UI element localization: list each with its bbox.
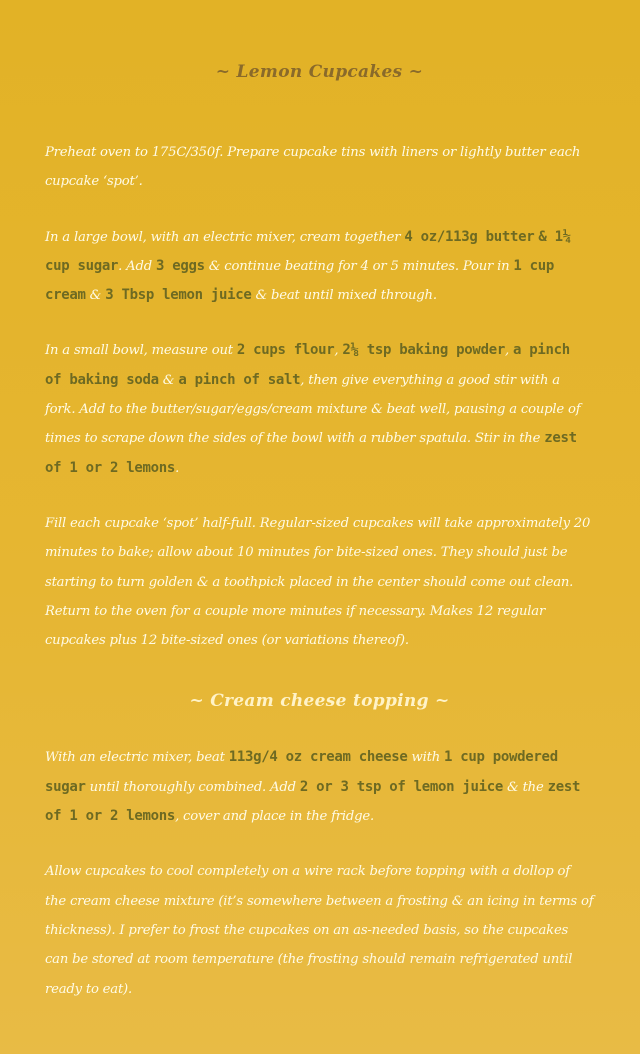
instruction-paragraph [45,336,594,482]
ingredient-quantity: 2 or 3 tsp of lemon juice [299,778,504,795]
ingredient-quantity: a pinch of salt [178,371,301,388]
instruction-text: , [334,343,343,359]
recipe-title: ~ Lemon Cupcakes ~ [215,62,424,82]
ingredient-quantity: & 1¼ cup sugar [45,228,571,274]
topping-instructions [45,743,594,1003]
ingredient-quantity: 1 cup cream [45,257,555,304]
instruction-text: In a large bowl, with an electric mixer, cream together [45,229,405,245]
ingredient-quantity: 2 cups flour [236,342,335,359]
instruction-text: , then give everything a good stir with a fork. Add to the butter/sugar/eggs/cream mixture & beat well, pausing a couple of times to scrape down the sides of the bowl with a rubber spatula. Stir in the [45,372,581,447]
ingredient-quantity: 4 oz/113g butter [404,228,535,245]
ingredient-quantity: zest of 1 or 2 lemons [45,430,577,476]
instruction-text: with [407,750,445,766]
instruction-text: & continue beating for 4 or 5 minutes. Pour in [204,258,514,274]
ingredient-quantity: 3 eggs [155,257,205,274]
instruction-text: In a small bowl, measure out [45,343,237,359]
recipe-instructions [45,138,594,655]
instruction-text: . Add [118,258,156,274]
instruction-paragraph [45,138,594,197]
instruction-text: Preheat oven to 175C/350f. Prepare cupcake tins with liners or lightly butter each cupcake ‘spot’. [45,145,581,190]
ingredient-quantity: 3 Tbsp lemon juice [105,287,252,304]
ingredient-quantity: 1 cup powdered sugar [45,749,558,795]
ingredient-quantity: a pinch of baking soda [45,342,570,388]
instruction-text: & [85,288,106,304]
instruction-text: . [175,460,180,476]
topping-title: ~ Cream cheese topping ~ [189,691,450,712]
instruction-text: Fill each cupcake ‘spot’ half-full. Regular-sized cupcakes will take approximately 20 minutes to bake; allow about 10 minutes for bite-sized ones. They should just be starting to turn golden & a toothpick placed in the center should come out clean. Return to the oven for a couple more minutes if necessary. Makes 12 regular cupcakes plus 12 bite-sized ones (or variations thereof). [45,515,591,649]
instruction-text: & beat until mixed through. [251,288,437,304]
instruction-paragraph [45,857,594,1003]
instruction-text: & the [503,779,548,795]
instruction-text: until thoroughly combined. Add [85,779,300,795]
instruction-paragraph [45,743,594,831]
instruction-text: Allow cupcakes to cool completely on a wire rack before topping with a dollop of the cream cheese mixture (it’s somewhere between a frosting & an icing in terms of thickness). I prefer to frost the cupcakes on an as-needed basis, so the cupcakes can be stored at room temperature (the frosting should remain refrigerated until ready to eat). [45,864,594,997]
instruction-text: With an electric mixer, beat [45,750,229,766]
instruction-paragraph [45,509,594,655]
instruction-text: , [504,343,513,359]
instruction-paragraph [45,223,594,311]
ingredient-quantity: zest of 1 or 2 lemons [45,778,581,825]
instruction-text: , cover and place in the fridge. [175,809,374,825]
ingredient-quantity: 2⅛ tsp baking powder [342,342,505,359]
ingredient-quantity: 113g/4 oz cream cheese [228,749,408,766]
instruction-text: & [158,372,179,388]
